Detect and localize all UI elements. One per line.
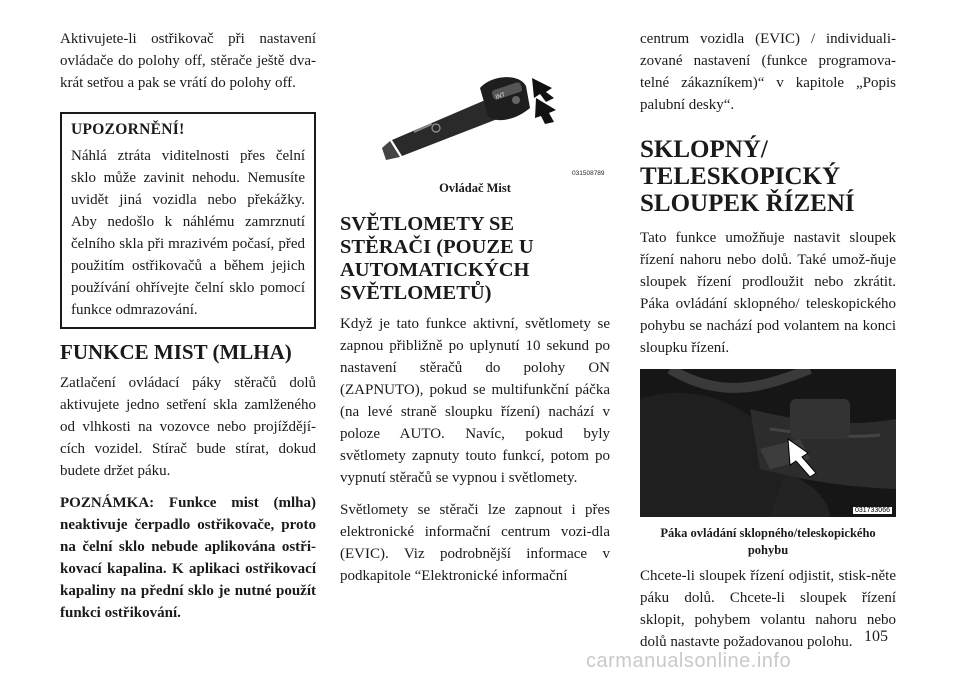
- caption-mist: Ovládač Mist: [439, 181, 511, 195]
- caption-tilt-lever: Páka ovládání sklopného/teleskopického pohybu: [660, 526, 876, 557]
- warning-title: UPOZORNĚNÍ!: [71, 121, 185, 138]
- column-middle: [340, 28, 610, 597]
- page-number: 105: [864, 628, 888, 645]
- evic-continuation-paragraph: centrum vozidla (EVIC) / individuali-zované nastavení (funkce programova-telné zákazníkem)“ v kapitole „Popis palubní desky“.: [640, 31, 896, 113]
- tilt-paragraph-2: Chcete-li sloupek řízení odjistit, stisk-něte páku dolů. Chcete-li sloupek řízení sklopit, pohybem volantu nahoru nebo dolů nastavte požadovanou polohu.: [640, 568, 896, 650]
- column-left: [60, 28, 316, 634]
- heading-mist: FUNKCE MIST (MLHA): [60, 340, 292, 364]
- tilt-paragraph-1: Tato funkce umožňuje nastavit sloupek řízení nahoru nebo dolů. Také umož-ňuje sloupek řízení prodloužit nebo zkrátit. Páka ovládání sklopného/ teleskopického pohybu se nachází pod volantem na konci sloupku řízení.: [640, 230, 896, 356]
- steering-column-photo-illustration: [640, 369, 896, 517]
- mist-control-figure: [340, 28, 610, 180]
- wiper-intro-paragraph: Aktivujete-li ostřikovač při nastavení ovládače do polohy off, stěrače ještě dva-krát setřou a pak se vrátí do polohy off.: [60, 31, 316, 91]
- tilt-lever-photo: [640, 369, 896, 517]
- watermark: carmanualsonline.info: [586, 650, 792, 672]
- column-right: [640, 28, 896, 663]
- note-paragraph: POZNÁMKA: Funkce mist (mlha) neaktivuje čerpadlo ostřikovače, proto na čelní sklo nebude aplikována ostři-kovací kapalina. K aplikaci ostřikovací kapaliny na přední sklo je nutné použít funkci ostřikování.: [60, 494, 316, 621]
- warning-text: Náhlá ztráta viditelnosti přes čelní sklo může zavinit nehodu. Nemusíte uvidět jiná vozidla nebo překážky. Aby nedošlo k náhlému zamrznutí čelního skla při mrazivém počasí, před použitím ostřikovačů a během jejich používání ohřívejte čelní sklo pomocí funkce odmrazování.: [71, 148, 305, 318]
- headlights-paragraph-2: Světlomety se stěrači lze zapnout i přes elektronické informační centrum vozi-dla (EVIC). Viz podrobnější informace v podkapitole “Elektronické informační: [340, 502, 610, 584]
- headlights-paragraph-1: Když je tato funkce aktivní, světlomety se zapnou přibližně po uplynutí 10 sekund po nastavení stěračů do polohy ON (ZAPNUTO), pokud se multifunkční páčka (na levé straně sloupku řízení) nachází v poloze AUTO. Navíc, pokud byly světlomety zapnuty touto funkcí, potom po vypnutí stěračů se vypnou i světlomety.: [340, 316, 610, 486]
- heading-headlights-wipers: SVĚTLOMETY SE STĚRAČI (POUZE U AUTOMATICKÝCH SVĚTLOMETŮ): [340, 213, 534, 304]
- figure-code-mist: 031508789: [572, 170, 605, 177]
- wiper-stalk-illustration: [340, 28, 610, 180]
- warning-box: [60, 112, 316, 329]
- svg-text:INT: INT: [494, 91, 507, 102]
- figure-code-tilt: 031733066: [854, 507, 890, 514]
- heading-tilt-telescopic: SKLOPNÝ/ TELESKOPICKÝ SLOUPEK ŘÍZENÍ: [640, 136, 855, 217]
- mist-paragraph: Zatlačení ovládací páky stěračů dolů aktivujete jedno setření skla zamlženého od vlhkosti na vozovce nebo projíždějí-cích vozidel. Stírač bude stírat, dokud budete držet páku.: [60, 374, 316, 479]
